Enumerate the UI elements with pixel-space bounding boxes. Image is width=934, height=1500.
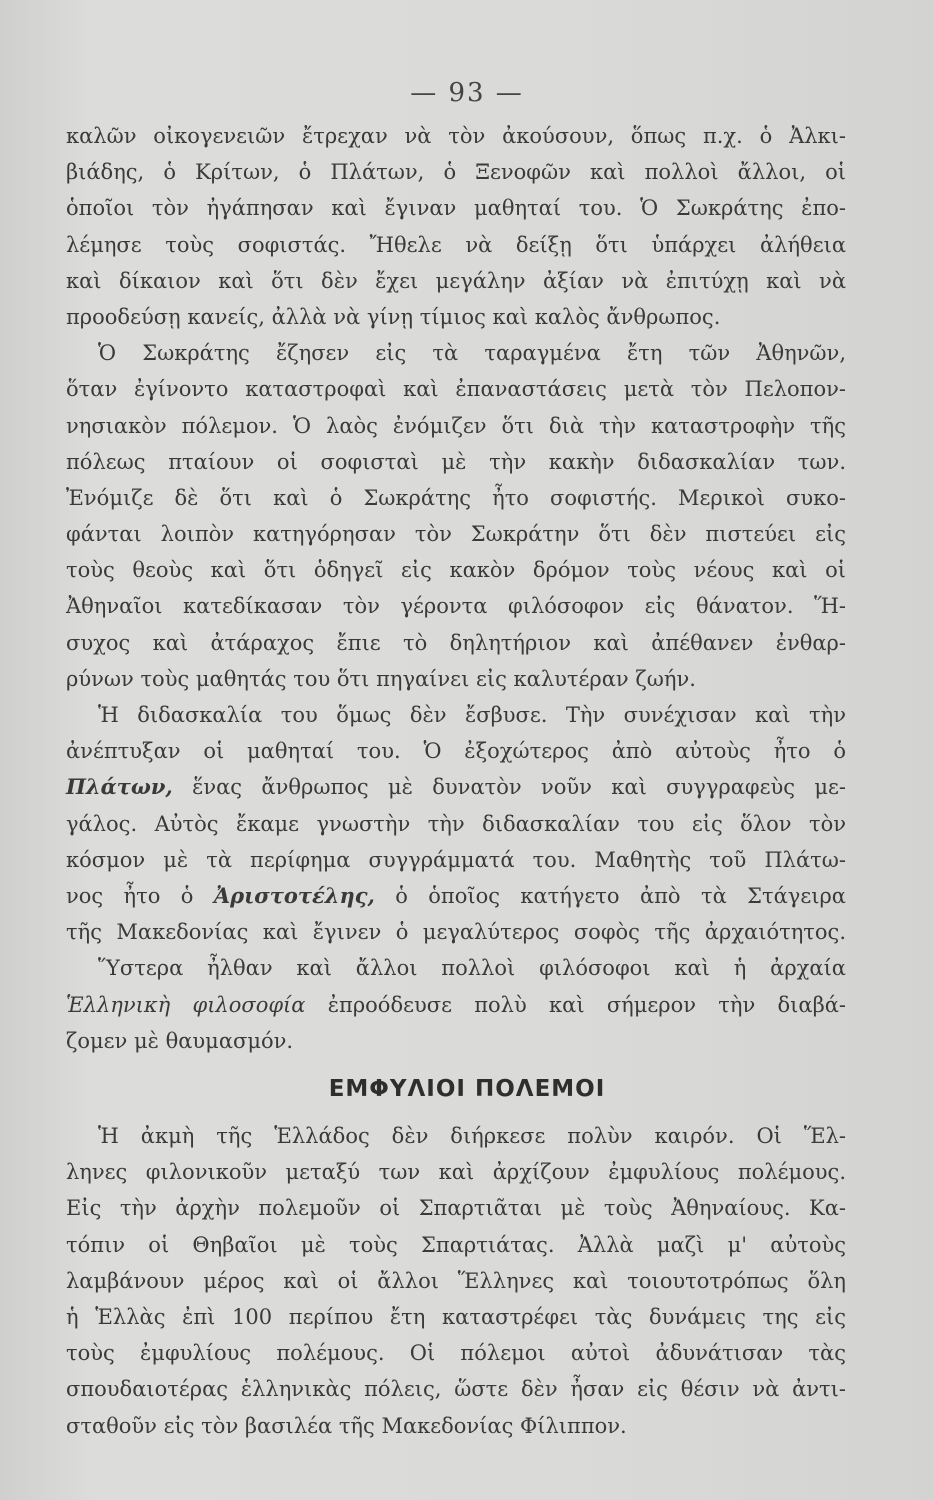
page-number: — 93 —	[410, 78, 524, 108]
hellenic-rest: ἐπροόδευσε πολὺ καὶ σήμερον τὴν διαβά-	[305, 992, 846, 1017]
text-line: λέμησε τοὺς σοφιστάς. Ἤθελε νὰ δείξῃ ὅτι ὑπάρχει ἀλήθεια	[66, 232, 846, 257]
platon-rest: ἕνας ἄνθρωπος μὲ δυνατὸν νοῦν καὶ συγγραφεὺς με-	[172, 775, 846, 800]
text-line: σταθοῦν εἰς τὸν βασιλέα τῆς Μακεδονίας Φίλιππον.	[66, 1413, 627, 1438]
text-line: ἀνέπτυξαν οἱ μαθηταί του. Ὁ ἐξοχώτερος ἀπὸ αὐτοὺς ἦτο ὁ	[66, 739, 846, 764]
text-line	[66, 878, 846, 914]
aristotle-post: ὁ ὁποῖος κατήγετο ἀπὸ τὰ Στάγειρα	[374, 883, 846, 908]
text-line: τόπιν οἱ Θηβαῖοι μὲ τοὺς Σπαρτιάτας. Ἀλλὰ μαζὶ μ' αὐτοὺς	[66, 1232, 846, 1257]
body-text-2	[66, 1118, 846, 1444]
aristotle-pre: νος ἦτο ὁ	[66, 883, 214, 908]
text-line: ρύνων τοὺς μαθητάς του ὅτι πηγαίνει εἰς καλυτέραν ζωήν.	[66, 666, 696, 691]
text-line: γάλος. Αὐτὸς ἔκαμε γνωστὴν τὴν διδασκαλίαν του εἰς ὅλον τὸν	[66, 811, 846, 836]
text-line: προοδεύσῃ κανείς, ἀλλὰ νὰ γίνῃ τίμιος καὶ καλὸς ἄνθρωπος.	[66, 304, 721, 329]
text-line: ἡ Ἑλλὰς ἐπὶ 100 περίπου ἔτη καταστρέφει τὰς δυνάμεις της εἰς	[66, 1304, 846, 1329]
text-line: Ὕστερα ἦλθαν καὶ ἄλλοι πολλοὶ φιλόσοφοι καὶ ἡ ἀρχαία	[98, 956, 846, 981]
text-line: κόσμον μὲ τὰ περίφημα συγγράμματά του. Μαθητὴς τοῦ Πλάτω-	[66, 847, 846, 872]
text-line: Ἡ διδασκαλία του ὅμως δὲν ἔσβυσε. Τὴν συνέχισαν καὶ τὴν	[98, 703, 846, 727]
text-line	[66, 769, 846, 805]
text-line: ὅταν ἐγίνοντο καταστροφαὶ καὶ ἐπαναστάσεις μετὰ τὸν Πελοπον-	[66, 377, 846, 402]
text-line: Ἀθηναῖοι κατεδίκασαν τὸν γέροντα φιλόσοφον εἰς θάνατον. Ἥ-	[66, 594, 846, 619]
text-line: Ὁ Σωκράτης ἔζησεν εἰς τὰ ταραγμένα ἔτη τῶν Ἀθηνῶν,	[98, 341, 846, 366]
text-line: Ἐνόμιζε δὲ ὅτι καὶ ὁ Σωκράτης ἦτο σοφιστής. Μερικοὶ συκο-	[66, 485, 846, 510]
text-line: βιάδης, ὁ Κρίτων, ὁ Πλάτων, ὁ Ξενοφῶν καὶ πολλοὶ ἄλλοι, οἱ	[66, 160, 846, 185]
section-heading: ΕΜΦΥΛΙΟΙ ΠΟΛΕΜΟΙ	[328, 1076, 606, 1102]
text-line: ζομεν μὲ θαυμασμόν.	[66, 1028, 294, 1053]
aristotle-name: Ἀριστοτέλης,	[213, 882, 375, 908]
text-line	[66, 987, 846, 1023]
text-line: νησιακὸν πόλεμον. Ὁ λαὸς ἐνόμιζεν ὅτι διὰ τὴν καταστροφὴν τῆς	[66, 413, 846, 438]
text-line: συχος καὶ ἀτάραχος ἔπιε τὸ δηλητήριον καὶ ἀπέθανεν ἐνθαρ-	[66, 630, 846, 655]
text-line: ὁποῖοι τὸν ἠγάπησαν καὶ ἔγιναν μαθηταί του. Ὁ Σωκράτης ἐπο-	[66, 196, 846, 221]
text-line: τοὺς θεοὺς καὶ ὅτι ὁδηγεῖ εἰς κακὸν δρόμον τοὺς νέους καὶ οἱ	[66, 558, 846, 583]
text-line: ληνες φιλονικοῦν μεταξύ των καὶ ἀρχίζουν ἐμφυλίους πολέμους.	[66, 1160, 846, 1185]
text-line: λαμβάνουν μέρος καὶ οἱ ἄλλοι Ἕλληνες καὶ τοιουτοτρόπως ὅλη	[66, 1268, 846, 1293]
text-line: σπουδαιοτέρας ἑλληνικὰς πόλεις, ὥστε δὲν ἦσαν εἰς θέσιν νὰ ἀντι-	[66, 1377, 846, 1402]
text-line: Εἰς τὴν ἀρχὴν πολεμοῦν οἱ Σπαρτιᾶται μὲ τοὺς Ἀθηναίους. Κα-	[66, 1196, 846, 1221]
hellenic-phrase: Ἑλληνικὴ φιλοσοφία	[66, 992, 306, 1017]
text-line: Ἡ ἀκμὴ τῆς Ἑλλάδος δὲν διήρκεσε πολὺν καιρόν. Οἱ Ἕλ-	[98, 1124, 846, 1148]
text-line: καλῶν οἰκογενειῶν ἔτρεχαν νὰ τὸν ἀκούσουν, ὅπως π.χ. ὁ Ἀλκι-	[66, 124, 846, 148]
text-line: καὶ δίκαιον καὶ ὅτι δὲν ἔχει μεγάλην ἀξίαν νὰ ἐπιτύχῃ καὶ νὰ	[66, 268, 846, 293]
text-line: τῆς Μακεδονίας καὶ ἔγινεν ὁ μεγαλύτερος σοφὸς τῆς ἀρχαιότητος.	[66, 920, 846, 945]
text-line: τοὺς ἐμφυλίους πολέμους. Οἱ πόλεμοι αὐτοὶ ἀδυνάτισαν τὰς	[66, 1341, 846, 1366]
text-line: φάνται λοιπὸν κατηγόρησαν τὸν Σωκράτην ὅτι δὲν πιστεύει εἰς	[66, 522, 846, 547]
text-line: πόλεως πταίουν οἱ σοφισταὶ μὲ τὴν κακὴν διδασκαλίαν των.	[66, 449, 846, 474]
platon-name: Πλάτων,	[66, 774, 173, 800]
body-text	[66, 118, 846, 1059]
